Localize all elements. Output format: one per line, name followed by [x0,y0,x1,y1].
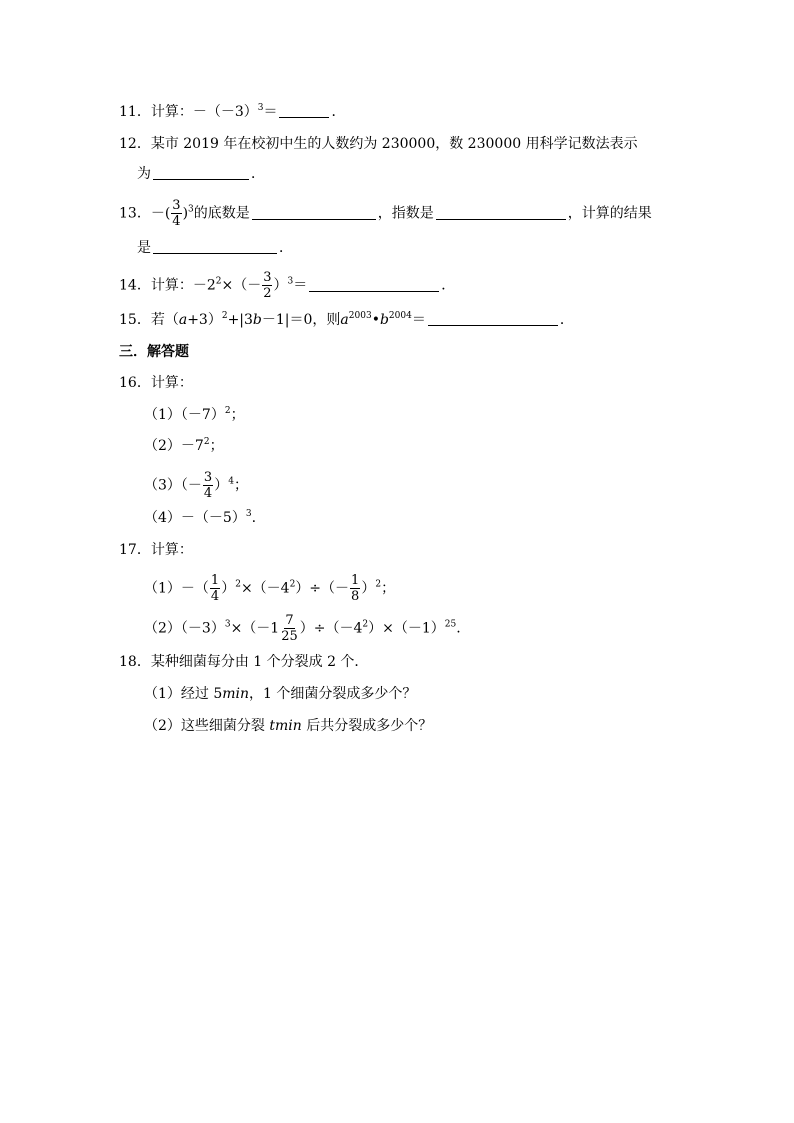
question-13-line2: 是 ． [137,240,293,256]
q13-base-blank[interactable] [252,205,376,220]
q17-part1: （1）－（ $\frac{1}{4}$ ）$^2\times(-4^2)\div(-$ $\frac{1}{8}$ ）$^2$； [144,573,396,604]
question-12-line1 [119,134,638,154]
q13-fraction: $\frac{3}{4}$ [172,198,181,229]
q11-exponent: 3 [257,103,264,113]
q11-end: ． [331,104,346,120]
q18-part1: （1）经过 5min，1 个细菌分裂成多少个？ [144,686,417,702]
question-16-title: 16．计算： [119,375,193,391]
q13-result-blank[interactable] [153,239,277,254]
q18-part2: （2）这些细菌分裂 tmin 后共分裂成多少个？ [144,718,433,734]
q17-part2: $(2)(-3)^3\times(-1$ $\frac{7}{25}$ ）$\div(-4^2)\times(-1)^{25}$. [144,613,461,644]
q17-p2-fraction: $\frac{7}{25}$ [281,613,298,644]
question-13-line1: 13．－( $\frac{3}{4}$ )$^3$的底数是 ，指数是 ，计算的结果 [119,198,652,229]
q13-exponent: 3 [188,204,194,215]
q11-answer-blank[interactable] [279,103,329,118]
question-17-title: 17．计算： [119,542,193,558]
question-15: 15．若$(a+3)^2+|3b-1|=0$，则$a^{2003}•b^{2004}=$ ． [119,311,574,328]
q17-p1-fraction1: $\frac{1}{4}$ [210,573,220,604]
question-14: 14．计算：$-2^2\times(-$ $\frac{3}{2}$ ）$^3$＝ ． [119,270,456,301]
q16-part4: $(4)-(-5)^3$. [144,509,257,526]
q15-answer-blank[interactable] [428,311,558,326]
q16-part1: $(1)(-7)^2$； [144,406,245,423]
q12-answer-blank[interactable] [153,165,249,180]
q12-prefix: 为 [137,166,151,182]
question-18-title: 18．某种细菌每分由 1 个分裂成 2 个． [119,654,369,670]
q16-part2: $(2)-7^2$； [144,437,224,454]
q14-fraction: $\frac{3}{2}$ [263,270,272,301]
q13-exponent-blank[interactable] [436,205,566,220]
question-11 [119,102,345,122]
section-title: 三．解答题 [119,344,189,360]
q11-text: 11．计算：－（－3） [119,104,258,120]
q14-answer-blank[interactable] [309,277,439,292]
q13-prefix: 13．－( [119,205,171,222]
q12-end: ． [251,166,265,182]
q17-p1-fraction2: $\frac{1}{8}$ [351,573,360,604]
q12-text: 12．某市 2019 年在校初中生的人数约为 230000，数 230000 用科学记数法表示 [119,136,638,152]
question-12-line2 [137,164,265,184]
q16-p3-fraction: $\frac{3}{4}$ [203,470,213,501]
q11-equals: ＝ [263,104,278,120]
q16-part3: （3）（－ $\frac{3}{4}$ ）$^4$； [144,470,248,501]
